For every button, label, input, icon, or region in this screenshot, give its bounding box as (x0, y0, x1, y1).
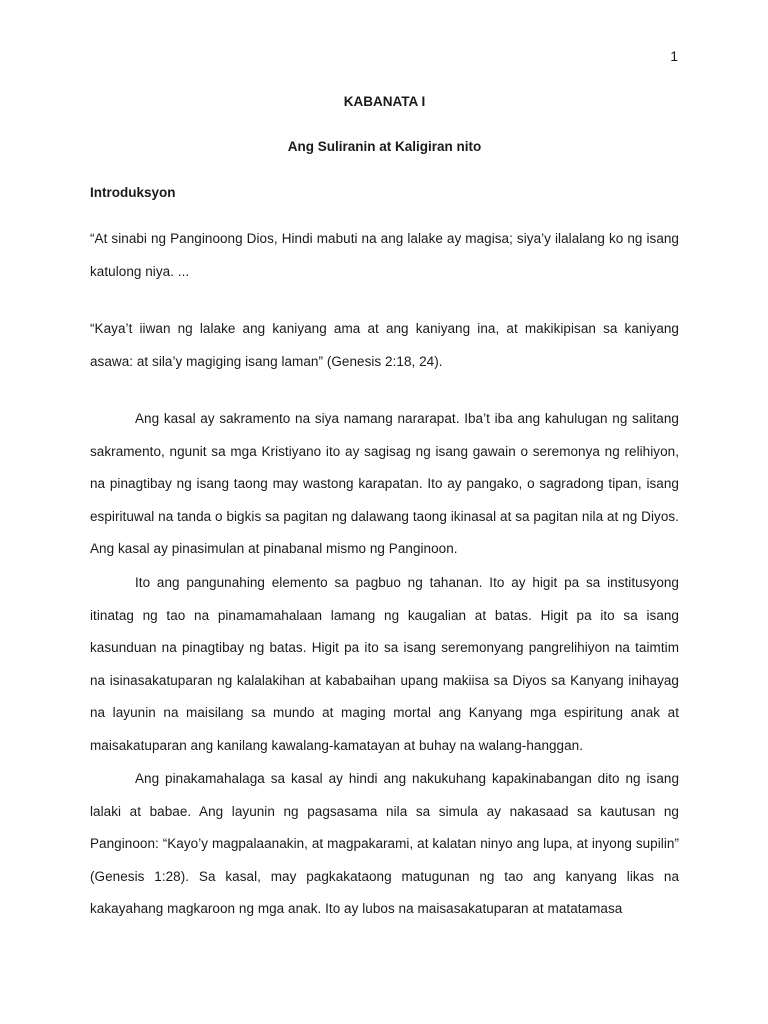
introduction-heading: Introduksyon (90, 185, 176, 200)
opening-quote: “At sinabi ng Panginoong Dios, Hindi mabuti na ang lalake ay magisa; siya’y ilalalang ko ng isang katulong niya. ... (90, 231, 679, 279)
body-paragraph-3: Ang pinakamahalaga sa kasal ay hindi ang nakukuhang kapakinabangan dito ng isang lalaki at babae. Ang layunin ng pagsasama nila sa simula ay nakasaad sa kautusan ng Panginoon: “Kayo’y magpalaanakin, at magpakarami, at kalatan ninyo ang lupa, at inyong supilin” (Genesis 1:28). Sa kasal, may pagkakataong matugunan ng tao ang kanyang likas na kakayahang magkaroon ng mga anak. Ito ay lubos na maisasakatuparan at matatamasa (90, 771, 679, 917)
chapter-title: KABANATA I (343, 94, 426, 109)
body-paragraph-2: Ito ang pangunahing elemento sa pagbuo ng tahanan. Ito ay higit pa sa institusyong itinatag ng tao na pinamamahalaan lamang ng kaugalian at batas. Higit pa ito sa isang kasunduan na pinagtibay ng batas. Higit pa ito sa isang seremonyang pangrelihiyon na taimtim na isinasakatuparan ng kalalakihan at kababaihan upang makiisa sa Diyos sa Kanyang inihayag na layunin na maisilang sa mundo at maging mortal ang Kanyang mga espiritung anak at maisakatuparan ang kanilang kawalang-kamatayan at buhay na walang-hanggan. (90, 575, 679, 753)
page-number: 1 (670, 48, 678, 64)
section-title: Ang Suliranin at Kaligiran nito (287, 139, 482, 154)
second-quote: “Kaya’t iiwan ng lalake ang kaniyang ama at ang kaniyang ina, at makikipisan sa kaniyang asawa: at sila’y magiging isang laman” (Genesis 2:18, 24). (90, 321, 679, 369)
body-paragraph-1: Ang kasal ay sakramento na siya namang nararapat. Iba’t iba ang kahulugan ng salitang sakramento, ngunit sa mga Kristiyano ito ay sagisag ng isang gawain o seremonya ng relihiyon, na pinagtibay ng isang taong may wastong karapatan. Ito ay pangako, o sagradong tipan, isang espirituwal na tanda o bigkis sa pagitan ng dalawang taong ikinasal at sa pagitan nila at ng Diyos. Ang kasal ay pinasimulan at pinabanal mismo ng Panginoon. (90, 411, 679, 557)
